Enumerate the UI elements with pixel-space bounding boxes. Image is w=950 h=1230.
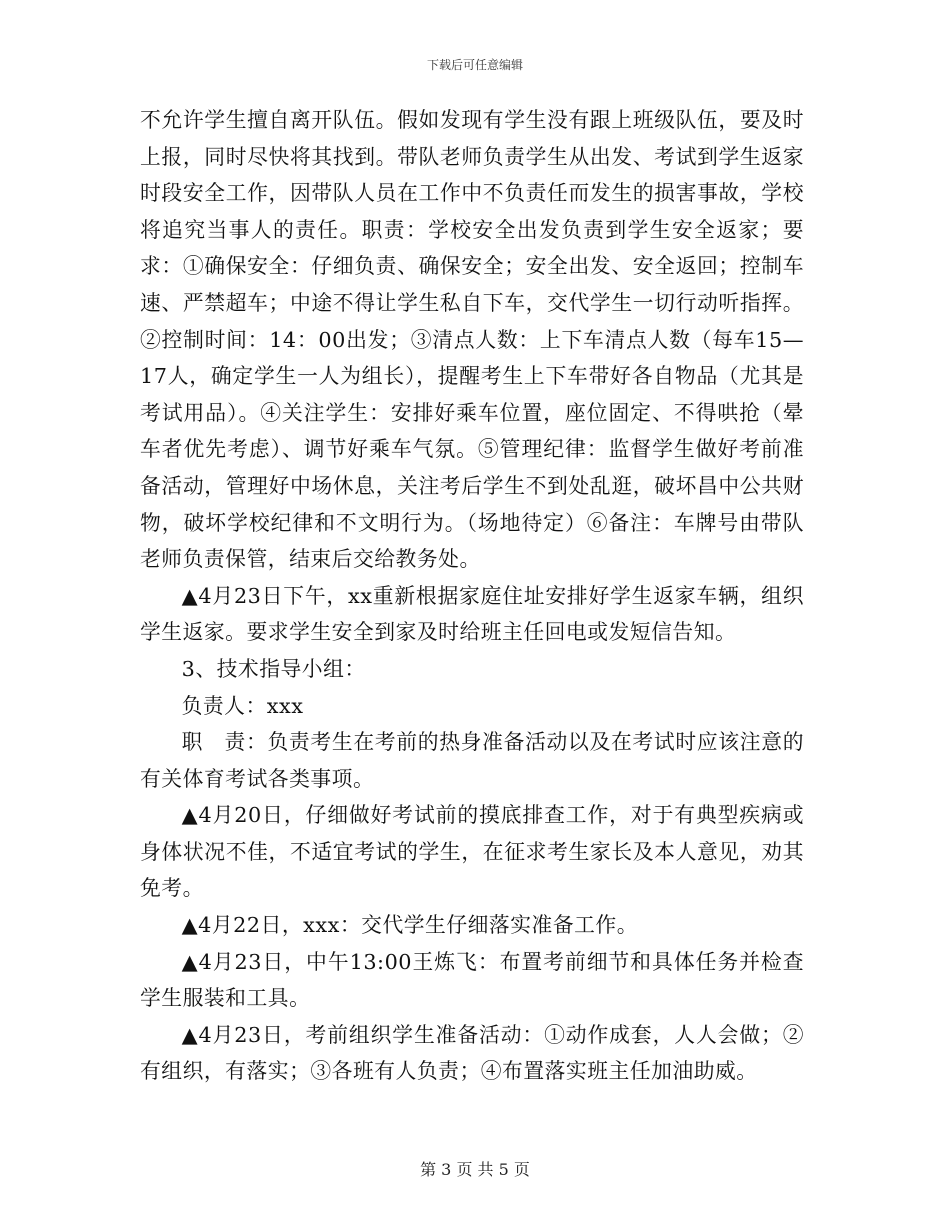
paragraph-6: ▲4月20日，仔细做好考试前的摸底排查工作，对于有典型疾病或身体状况不佳，不适宜考试的学生，在征求考生家长及本人意见，劝其免考。 — [140, 803, 804, 901]
paragraph-9: ▲4月23日，考前组织学生准备活动：①动作成套，人人会做；②有组织，有落实；③各班有人负责；④布置落实班主任加油助威。 — [140, 1022, 804, 1084]
paragraph-7: ▲4月22日，xxx：交代学生仔细落实准备工作。 — [181, 913, 639, 938]
paragraph-8: ▲4月23日，中午13:00王炼飞：布置考前细节和具体任务并检查学生服装和工具。 — [140, 949, 804, 1011]
paragraph-1: 不允许学生擅自离开队伍。假如发现有学生没有跟上班级队伍，要及时上报，同时尽快将其找到。带队老师负责学生从出发、考试到学生返家时段安全工作，因带队人员在工作中不负责任而发生的损害事故，学校将追究当事人的责任。职责：学校安全出发负责到学生安全返家；要求：①确保安全：仔细负责、确保安全；安全出发、安全返回；控制车速、严禁超车；中途不得让学生私自下车，交代学生一切行动听指挥。②控制时间：14：00出发；③清点人数：上下车清点人数（每车15—17人，确定学生一人为组长），提醒考生上下车带好各自物品（尤其是考试用品）。④关注学生：安排好乘车位置，座位固定、不得哄抢（晕车者优先考虑）、调节好乘车气氛。⑤管理纪律：监督学生做好考前准备活动，管理好中场休息，关注考后学生不到处乱逛，破坏昌中公共财物，破坏学校纪律和不文明行为。（场地待定）⑥备注：车牌号由带队老师负责保管，结束后交给教务处。 — [140, 108, 804, 572]
paragraph-4: 负责人：xxx — [181, 693, 304, 718]
paragraph-5: 职 责：负责考生在考前的热身准备活动以及在考试时应该注意的有关体育考试各类事项。 — [140, 730, 804, 791]
page-number-footer: 第 3 页 共 5 页 — [420, 1160, 530, 1179]
paragraph-3: 3、技术指导小组： — [181, 656, 366, 681]
paragraph-2: ▲4月23日下午，xx重新根据家庭住址安排好学生返家车辆，组织学生返家。要求学生安全到家及时给班主任回电或发短信告知。 — [140, 583, 804, 645]
page-header: 下载后可任意编辑 — [426, 58, 523, 72]
document-body — [140, 102, 804, 1090]
